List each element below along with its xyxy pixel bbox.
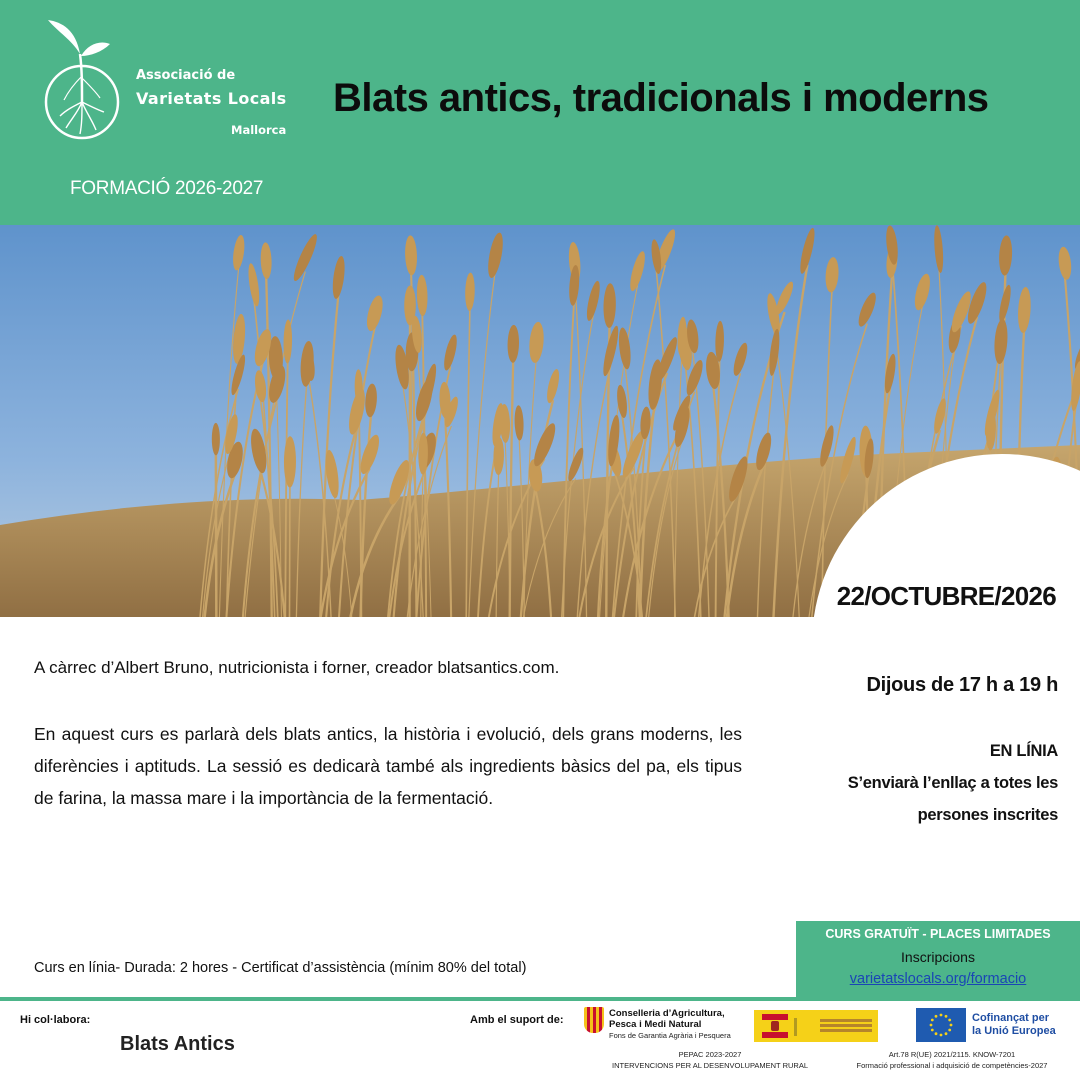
pepac-line2: INTERVENCIONS PER AL DESENVOLUPAMENT RURAL	[611, 1061, 809, 1070]
registration-label: Inscripcions	[901, 949, 975, 965]
event-date: 22/OCTUBRE/2026	[836, 581, 1056, 611]
course-info: Curs en línia- Durada: 2 hores - Certificat d’assistència (mínim 80% del total)	[34, 960, 527, 976]
regulation-note	[832, 1049, 1072, 1071]
balearic-shield-icon	[584, 1007, 604, 1033]
org-name-line3: Mallorca	[231, 123, 287, 137]
online-info	[738, 735, 1058, 831]
govern-balear-logo	[584, 1007, 744, 1043]
registration-box	[796, 921, 1080, 999]
eu-text-line2: la Unió Europea	[972, 1025, 1056, 1037]
link-note-line2: persones inscrites	[917, 806, 1058, 824]
link-note-line1: S’enviarà l’enllaç a totes les	[847, 774, 1058, 792]
regulation-line1: Art.78 R(UE) 2021/2115. KNOW-7201	[888, 1050, 1016, 1059]
govib-fund: Fons de Garantia Agrària i Pesquera	[609, 1031, 731, 1040]
sprout-logo-icon	[44, 14, 124, 142]
event-schedule: Dijous de 17 h a 19 h	[866, 674, 1058, 696]
collaborator-name: Blats Antics	[120, 1033, 235, 1055]
eu-flag-icon	[916, 1008, 966, 1042]
collaborator-label: Hi col·labora:	[20, 1014, 91, 1026]
support-label: Amb el suport de:	[470, 1014, 564, 1026]
free-course-title: CURS GRATUÏT - PLACES LIMITADES	[825, 927, 1051, 941]
eu-cofunding-text	[972, 1012, 1056, 1038]
page-title: Blats antics, tradicionals i moderns	[333, 76, 989, 120]
eu-text-line1: Cofinançat per	[972, 1012, 1050, 1024]
pepac-line1: PEPAC 2023-2027	[678, 1050, 742, 1059]
org-name-line2: Varietats Locals	[136, 89, 287, 108]
org-name-line1: Associació de	[136, 68, 236, 83]
pepac-note	[580, 1049, 840, 1071]
footer-divider	[0, 997, 1080, 1001]
event-mode: EN LÍNIA	[989, 742, 1058, 760]
spain-coat-of-arms-icon	[762, 1014, 788, 1038]
course-description: En aquest curs es parlarà dels blats antics, la història i evolució, dels grans moderns, les diferències i aptituds. La sessió es dedicarà també als ingredients bàsics del pa, els tipus de farina, la massa mare i la importància de la fermentació.	[34, 724, 742, 808]
govib-department: Conselleria d’Agricultura, Pesca i Medi Natural	[609, 1008, 725, 1030]
regulation-line2: Formació professional i adquisició de competències-2027	[856, 1061, 1048, 1070]
registration-link[interactable]: varietatslocals.org/formacio	[849, 971, 1027, 987]
spain-ministry-logo	[754, 1010, 878, 1042]
program-label: FORMACIÓ 2026-2027	[70, 178, 264, 199]
instructor-line: A càrrec d’Albert Bruno, nutricionista i forner, creador blatsantics.com.	[34, 658, 560, 677]
header-banner	[0, 0, 1080, 225]
